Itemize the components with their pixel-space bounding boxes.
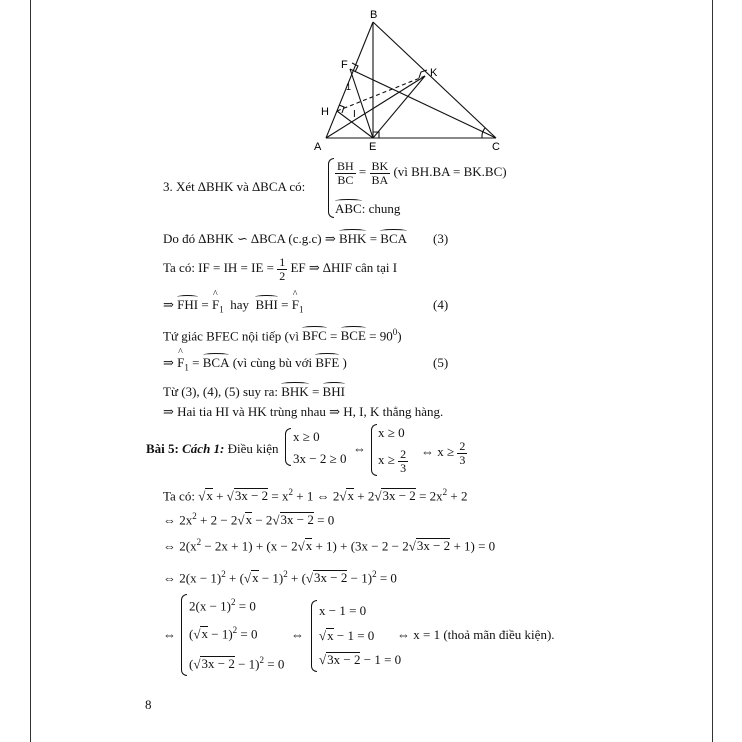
line8-conclusion: ⇒ Hai tia HI và HK trùng nhau ⇒ H, I, K thẳng hàng. — [163, 404, 444, 419]
system-row-1: $2(x - 1)^2 = 0$ — [189, 597, 256, 614]
system-row-2: $(√x - 1)^2 = 0$ — [189, 625, 258, 642]
final-answer: ⇔ x = 1 (thoả mãn điều kiện). — [397, 627, 555, 642]
line1-angle: ABC: chung — [335, 201, 401, 216]
condition-arrow: ⇔ — [353, 441, 366, 456]
result-row-1: x − 1 = 0 — [319, 603, 367, 618]
label-e: E — [369, 141, 377, 153]
equation-line-2: ⇔ $2x^2 + 2 - 2√x - 2√3x - 2 = 0$ — [163, 511, 335, 528]
right-angle-h — [339, 105, 344, 113]
condition-4: x ≥ $\frac{2}{3}$ — [378, 447, 407, 475]
system-brace — [328, 158, 334, 218]
label-1: 1 — [346, 82, 352, 92]
line6: ⇒ ^ $F_1$ = BCA (vì cùng bù với BFE ) — [163, 356, 347, 373]
condition-result: ⇔ x ≥ $\frac{2}{3}$ — [421, 439, 466, 467]
line1-ratio: $\frac{BH}{BC}$ = $\frac{BK}{BA}$ (vì BH.BA = BK.BC) — [337, 159, 507, 187]
line5: Tứ giác BFEC nội tiếp (vì BFC = BCE = $90^0$) — [163, 327, 402, 344]
equation-number-4: (4) — [433, 297, 449, 312]
label-b: B — [370, 9, 378, 21]
page-number: 8 — [145, 697, 152, 712]
system-arrow-2: ⇔ — [291, 627, 304, 642]
equation-line-1: Ta có: $√x + √3x - 2 = x^2 + 1$ ⇔ $2√x + 2√3x - 2 = 2x^2 + 2$ — [163, 487, 468, 504]
segment-ek — [373, 76, 425, 138]
equation-number-5: (5) — [433, 355, 449, 370]
segment-fe — [350, 69, 373, 138]
line1-intro: 3. Xét ∆BHK và ∆BCA có: — [163, 179, 306, 194]
result-row-2: √x − 1 = 0 — [319, 628, 375, 643]
equation-line-3: ⇔ $2(x^2 - 2x + 1) + (x - 2√x + 1) + (3x - 2 - 2√3x - 2 + 1) = 0$ — [163, 537, 496, 554]
document-page — [30, 0, 713, 742]
label-f: F — [341, 59, 348, 71]
condition-3: x ≥ 0 — [378, 425, 405, 440]
segment-cf — [350, 69, 496, 138]
triangle-figure — [306, 8, 546, 153]
condition-brace-1 — [285, 428, 291, 466]
label-a: A — [314, 141, 322, 153]
equation-number-3: (3) — [433, 231, 449, 246]
segment-ak — [326, 76, 425, 138]
line2: Do đó ∆BHK ∽ ∆BCA (c.g.c) ⇒ BHK = BCA — [163, 231, 408, 246]
segment-bc — [373, 22, 496, 138]
system-brace-left — [181, 594, 187, 676]
label-k: K — [430, 67, 438, 79]
system-row-3: $(√3x - 2 - 1)^2 = 0$ — [189, 655, 285, 672]
condition-brace-2 — [371, 424, 377, 476]
line4: ⇒ FHI = ^ $F_1$ hay BHI = ^ $F_1$ — [163, 298, 303, 315]
label-h: H — [321, 106, 329, 118]
line3: Ta có: IF = IH = IE = $\frac{1}{2}$ EF ⇒ ∆HIF cân tại I — [163, 255, 398, 283]
bai5-heading: Bài 5: Cách 1: Điều kiện — [146, 441, 279, 456]
system-brace-right — [311, 600, 317, 672]
condition-2: 3x − 2 ≥ 0 — [293, 451, 347, 466]
result-row-3: √3x − 2 − 1 = 0 — [319, 652, 402, 667]
system-arrow-1: ⇔ — [163, 627, 176, 642]
line7: Từ (3), (4), (5) suy ra: BHK = BHI — [163, 384, 345, 399]
label-c: C — [492, 141, 500, 153]
equation-line-4: ⇔ $2(x - 1)^2 + (√x - 1)^2 + (√3x - 2 - 1)^2 = 0$ — [163, 569, 397, 586]
condition-1: x ≥ 0 — [293, 429, 320, 444]
label-i: I — [353, 109, 356, 120]
